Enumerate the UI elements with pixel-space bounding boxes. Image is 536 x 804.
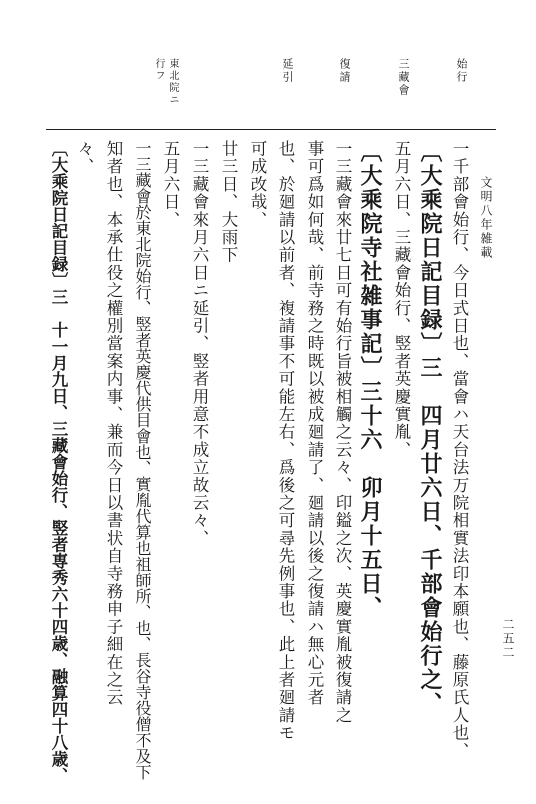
text-line-10: 一三藏會來月六日ニ延引、竪者用意不成立故云々、 bbox=[190, 140, 209, 548]
head-note-sanzoe: 三藏會 bbox=[397, 58, 410, 97]
page-number: 二五二 bbox=[501, 618, 515, 660]
text-line-12: 一三藏會於東北院始行、竪者英慶代供目會也、實胤代算也祖師所、也、長谷寺役僧不及下 bbox=[133, 140, 152, 780]
text-line-01: 一千部會始行、今日式日也、當會ハ天台法万院相實法印本願也、藤原氏人也、 bbox=[450, 140, 469, 760]
text-line-05: 一三藏會來廿七日可有始行旨被相觸之云々、印鎰之次、英慶實胤被復請之 bbox=[333, 140, 352, 725]
running-title: 文明八年雑載 bbox=[479, 176, 493, 260]
text-line-02: 〔大乘院日記目録〕三 四月廿六日、千部會始行之、 bbox=[417, 140, 443, 716]
head-note-gyofu: 行フ bbox=[153, 58, 164, 82]
text-line-08: 可成改哉、 bbox=[248, 140, 267, 229]
text-line-15: 〔大乘院日記目録〕三 十一月九日、三藏會始行、竪者専秀六十四歳、融算四十八歳、 bbox=[49, 140, 68, 784]
text-line-07: 也、於廻請以前者、複請事不可能左右、爲後之可尋先例事也、此上者廻請モ bbox=[276, 140, 295, 742]
text-line-04: 〔大乘院寺社雑事記〕三十六 卯月十五日、 bbox=[357, 140, 383, 620]
text-line-14: 々、 bbox=[75, 140, 94, 176]
head-note-enin: 延引 bbox=[281, 58, 294, 84]
text-line-03: 五月六日、三藏會始行、竪者英慶實胤、 bbox=[392, 140, 411, 459]
text-line-09: 廿三日、大雨下 bbox=[219, 140, 238, 264]
head-note-shigyo: 始行 bbox=[455, 58, 468, 84]
head-note-fukusho: 復請 bbox=[338, 58, 351, 84]
header-rule bbox=[46, 129, 496, 130]
text-line-13: 知者也、本承仕役之權別當案内事、兼而今日以書状自寺務申子細在之云 bbox=[104, 140, 123, 707]
text-line-11: 五月六日、 bbox=[161, 140, 180, 229]
text-line-06: 事可爲如何哉、前寺務之時既以被成廻請了、廻請以後之復請ハ無心元者 bbox=[305, 140, 324, 707]
head-note-tohoku: 東北院ニ bbox=[167, 58, 178, 106]
